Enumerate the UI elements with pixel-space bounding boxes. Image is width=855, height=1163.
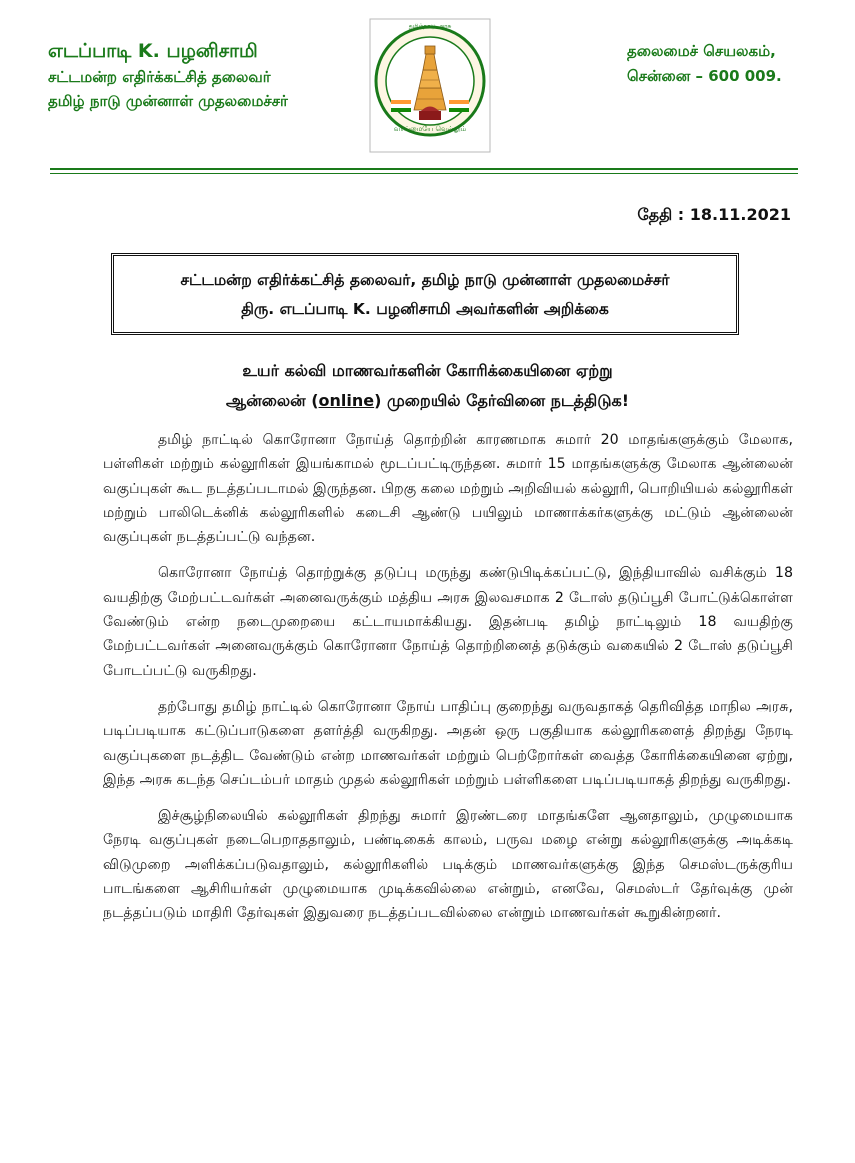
heading-line2-online: online xyxy=(318,391,375,410)
sender-name: எடப்பாடி K. பழனிசாமி xyxy=(48,40,258,62)
document-date: தேதி : 18.11.2021 xyxy=(637,205,791,224)
office-name: தலைமைச் செயலகம், xyxy=(627,42,776,60)
heading-line1: உயர் கல்வி மாணவர்களின் கோரிக்கையினை ஏற்று xyxy=(242,361,613,380)
heading-line2 xyxy=(0,386,855,416)
office-city: சென்னை – 600 009. xyxy=(627,67,782,85)
heading-line2-pre: ஆன்லைன் ( xyxy=(225,391,319,410)
paragraph: தமிழ் நாட்டில் கொரோனா நோய்த் தொற்றின் காரணமாக சுமார் 20 மாதங்களுக்கும் மேலாக, பள்ளிகள் மற்றும் கல்லூரிகள் இயங்காமல் மூடப்பட்டிருந்தன. சுமார் 15 மாதங்களுக்கு மேலாக ஆன்லைன் வகுப்புகள் கூட நடத்தப்படாமல் இருந்தன. பிறகு கலை மற்றும் அறிவியல் கல்லூரி, பொறியியல் கல்லூரிகள் மற்றும் பாலிடெக்னிக் கல்லூரிகளில் கடைசி ஆண்டு பயிலும் மாணாக்கர்களுக்கு மட்டும் ஆன்லைன் வகுப்புகள் நடத்தப்பட்டு வந்தன. xyxy=(103,432,793,546)
statement-body xyxy=(103,428,793,938)
header-divider-bottom xyxy=(50,173,798,174)
sender-block xyxy=(48,40,348,116)
paragraph: கொரோனா நோய்த் தொற்றுக்கு தடுப்பு மருந்து கண்டுபிடிக்கப்பட்டு, இந்தியாவில் வசிக்கும் 18 வயதிற்கு மேற்பட்டவர்கள் அனைவருக்கும் மத்திய அரசு இலவசமாக 2 டோஸ் தடுப்பூசி போட்டுக்கொள்ள வேண்டும் என்ற நடைமுறையை கட்டாயமாக்கியது. இதன்படி தமிழ் நாட்டிலும் 18 வயதிற்கு மேற்பட்டவர்கள் அனைவருக்கும் கொரோனா நோய்த் தொற்றினைத் தடுக்கும் வகையில் 2 டோஸ் தடுப்பூசி போடப்பட்டு வருகிறது. xyxy=(103,565,793,679)
emblem-ring-text: தமிழ்நாடு அரசு xyxy=(408,23,452,30)
emblem-motto: வாய்மையே வெல்லும் xyxy=(393,125,467,133)
statement-title-box xyxy=(111,253,739,335)
statement-title-line1: சட்டமன்ற எதிர்க்கட்சித் தலைவர், தமிழ் நாடு முன்னாள் முதலமைச்சர் xyxy=(180,271,670,289)
sender-title: சட்டமன்ற எதிர்க்கட்சித் தலைவர் xyxy=(48,68,271,86)
header-divider-top xyxy=(50,168,798,170)
sender-subtitle: தமிழ் நாடு முன்னாள் முதலமைச்சர் xyxy=(48,92,288,110)
paragraph: இச்சூழ்நிலையில் கல்லூரிகள் திறந்து சுமார் இரண்டரை மாதங்களே ஆனதாலும், முழுமையாக நேரடி வகுப்புகள் நடைபெறாததாலும், பண்டிகைக் காலம், பருவ மழை என்று கல்லூரிகளுக்கு அடிக்கடி விடுமுறை அளிக்கப்படுவதாலும், கல்லூரிகளில் படிக்கும் மாணவர்களுக்கு இந்த செமஸ்டருக்குரிய பாடங்களை ஆசிரியர்கள் முழுமையாக முடிக்கவில்லை என்றும், எனவே, செமஸ்டர் தேர்வுக்கு முன் நடத்தப்படும் மாதிரி தேர்வுகள் இதுவரை நடத்தப்படவில்லை என்றும் மாணவர்கள் கூறுகின்றனர். xyxy=(103,808,793,922)
paragraph: தற்போது தமிழ் நாட்டில் கொரோனா நோய் பாதிப்பு குறைந்து வருவதாகத் தெரிவித்த மாநில அரசு, படிப்படியாக கட்டுப்பாடுகளை தளர்த்தி வருகிறது. அதன் ஒரு பகுதியாக கல்லூரிகளைத் திறந்து நேரடி வகுப்புகளை நடத்திட வேண்டும் என்ற மாணவர்கள் மற்றும் பெற்றோர்கள் வைத்த கோரிக்கையினை ஏற்று, இந்த அரசு கடந்த செப்டம்பர் மாதம் முதல் கல்லூரிகள் மற்றும் பள்ளிகளை படிப்படியாகத் திறந்து வருகிறது. xyxy=(103,698,793,788)
heading-line2-post: ) முறையில் தேர்வினை நடத்திடுக! xyxy=(374,391,630,410)
statement-heading xyxy=(0,356,855,416)
office-address xyxy=(627,42,837,92)
statement-title-line2: திரு. எடப்பாடி K. பழனிசாமி அவர்களின் அறிக்கை xyxy=(241,300,609,318)
